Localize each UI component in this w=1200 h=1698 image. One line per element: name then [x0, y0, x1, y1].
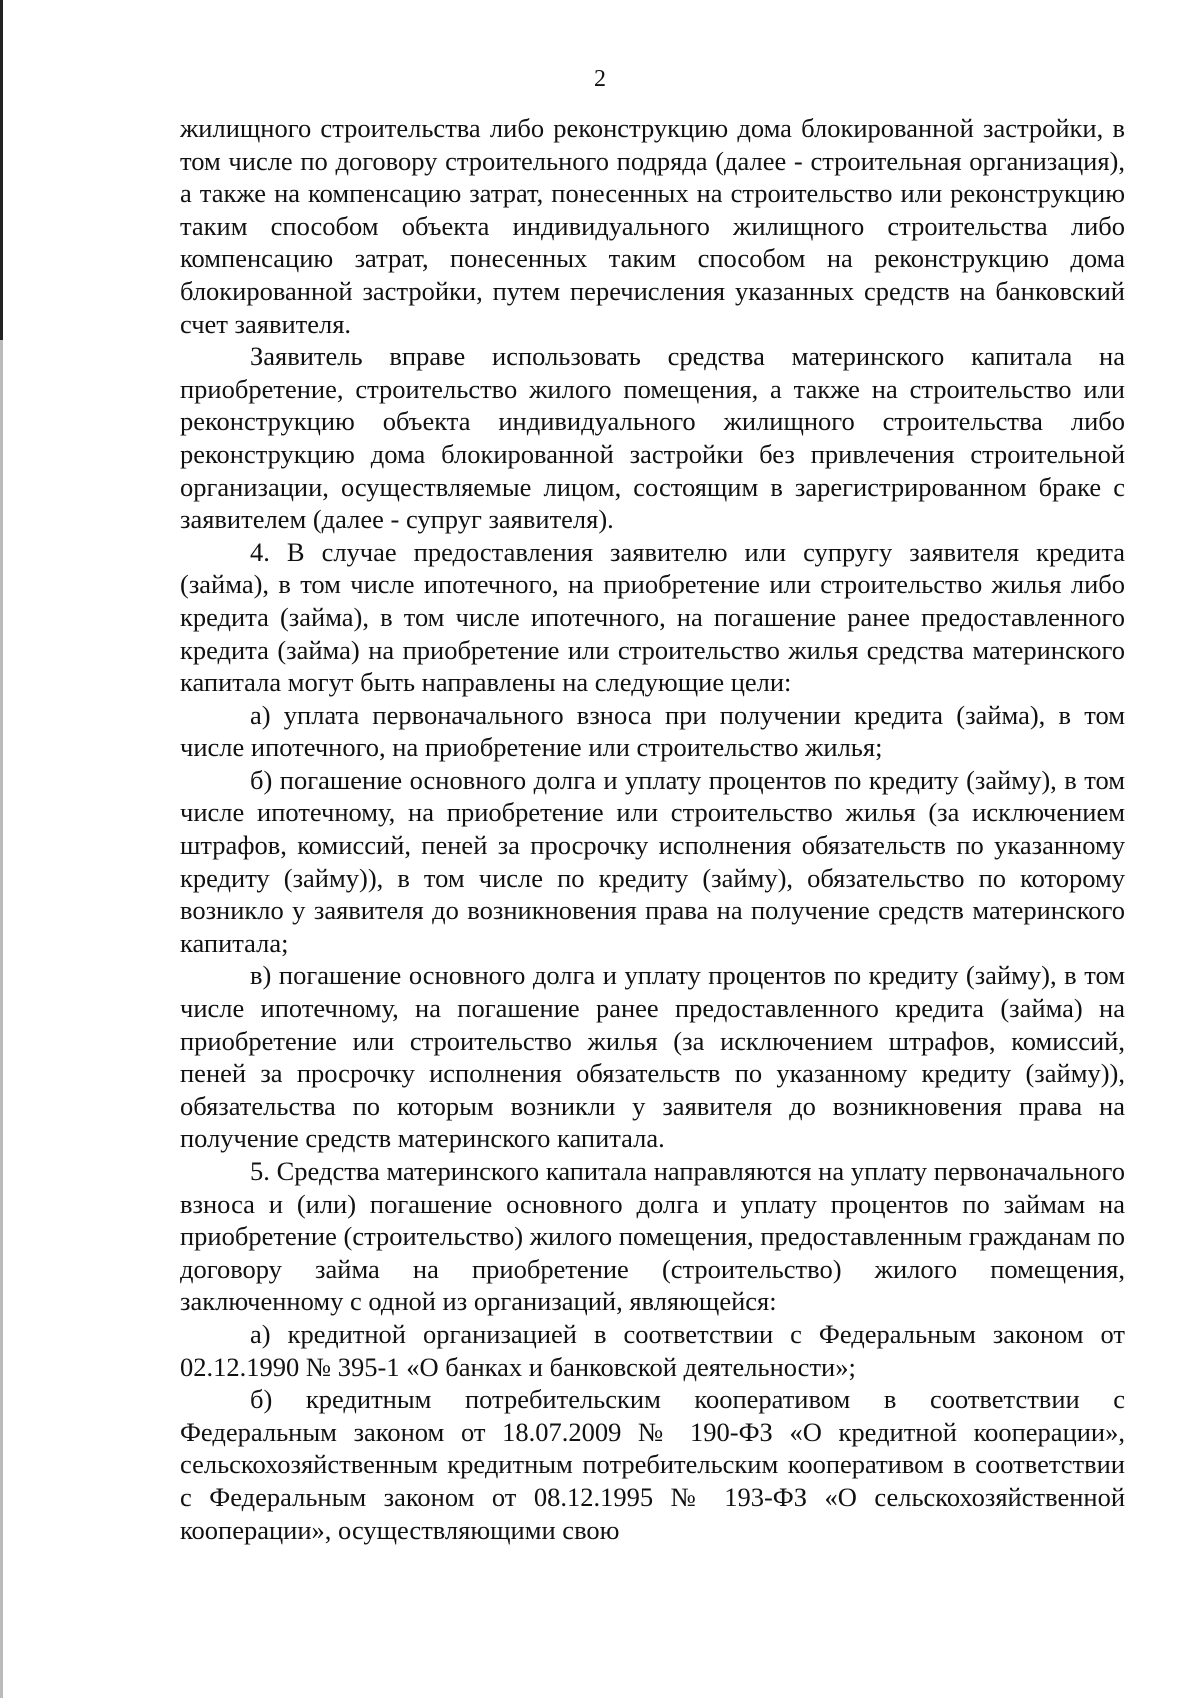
paragraph-item-5b: б) кредитным потребительским кооперативом в соответствии с Федеральным законом от 18.07.2009 № 190-ФЗ «О кредитной кооперации», сельскохозяйственным кредитным потребительским кооперативом в соответствии с Федеральным законом от 08.12.1995 № 193-ФЗ «О сельскохозяйственной кооперации», осуществляющими свою	[180, 1384, 1125, 1545]
paragraph-item-4: 4. В случае предоставления заявителю или супругу заявителя кредита (займа), в том числе ипотечного, на приобретение или строительство жилья либо кредита (займа), в том числе ипотечного, на погашение ранее предоставленного кредита (займа) на приобретение или строительство жилья средства материнского капитала могут быть направлены на следующие цели:	[180, 536, 1125, 698]
paragraph-item-4v: в) погашение основного долга и уплату процентов по кредиту (займу), в том числе ипотечному, на погашение ранее предоставленного кредита (займа) на приобретение или строительство жилья (за исключением штрафов, комиссий, пеней за просрочку исполнения обязательств по указанному кредиту (займу)), обязательства по которым возникли у заявителя до возникновения права на получение средств материнского капитала.	[180, 960, 1125, 1154]
paragraph-continuation: жилищного строительства либо реконструкцию дома блокированной застройки, в том числе по договору строительного подряда (далее - строительная организация), а также на компенсацию затрат, понесенных на строительство или реконструкцию таким способом объекта индивидуального жилищного строительства либо компенсацию затрат, понесенных таким способом на реконструкцию дома блокированной застройки, путем перечисления указанных средств на банковский счет заявителя.	[180, 113, 1125, 339]
paragraph-item-5: 5. Средства материнского капитала направляются на уплату первоначального взноса и (или) погашение основного долга и уплату процентов по займам на приобретение (строительство) жилого помещения, предоставленным гражданам по договору займа на приобретение (строительство) жилого помещения, заключенному с одной из организаций, являющейся:	[180, 1156, 1125, 1317]
paragraph-item-4b: б) погашение основного долга и уплату процентов по кредиту (займу), в том числе ипотечному, на приобретение или строительство жилья (за исключением штрафов, комиссий, пеней за просрочку исполнения обязательств по указанному кредиту (займу)), в том числе по кредиту (займу), обязательство по которому возникло у заявителя до возникновения права на получение средств материнского капитала;	[180, 764, 1125, 958]
paragraph-item-5a: а) кредитной организацией в соответствии с Федеральным законом от 02.12.1990 № 395-1 «О банках и банковской деятельности»;	[180, 1318, 1125, 1382]
page-number: 2	[594, 66, 606, 92]
scan-edge	[0, 0, 3, 1698]
paragraph-applicant-right: Заявитель вправе использовать средства материнского капитала на приобретение, строительство жилого помещения, а также на строительство или реконструкцию объекта индивидуального жилищного строительства либо реконструкцию дома блокированной застройки без привлечения строительной организации, осуществляемые лицом, состоящим в зарегистрированном браке с заявителем (далее - супруг заявителя).	[180, 341, 1125, 535]
paragraph-item-4a: а) уплата первоначального взноса при получении кредита (займа), в том числе ипотечного, на приобретение или строительство жилья;	[180, 699, 1125, 763]
document-body	[180, 112, 1125, 1546]
